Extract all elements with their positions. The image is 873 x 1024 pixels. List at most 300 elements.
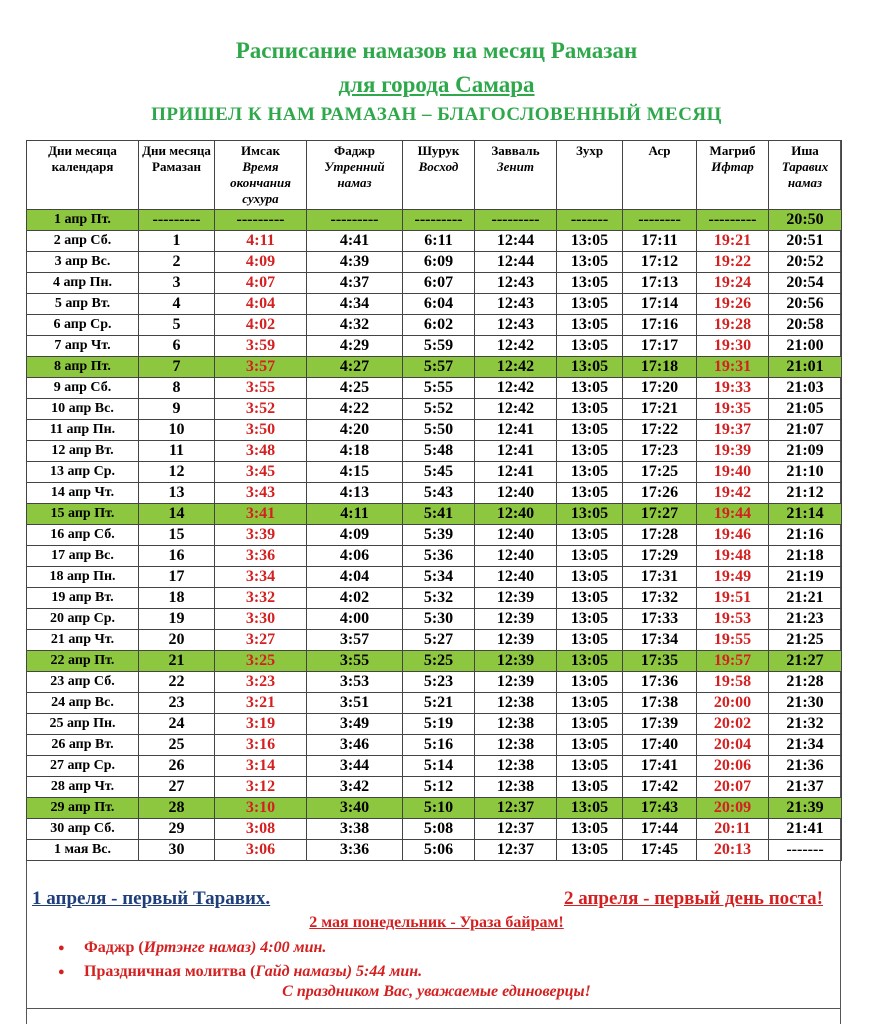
table-row xyxy=(27,399,842,420)
cell-day: 9 xyxy=(139,399,215,420)
cell-zuhr: 13:05 xyxy=(557,630,623,651)
cell-zawwal: 12:42 xyxy=(475,378,557,399)
cell-isha: 21:14 xyxy=(769,504,842,525)
table-row xyxy=(27,462,842,483)
col-zawwal: Завваль Зенит xyxy=(475,141,557,210)
cell-fajr: 3:46 xyxy=(307,735,403,756)
cell-isha: 20:54 xyxy=(769,273,842,294)
cell-fajr: 4:22 xyxy=(307,399,403,420)
cell-imsak: 3:14 xyxy=(215,756,307,777)
cell-date: 10 апр Вс. xyxy=(27,399,139,420)
cell-fajr: 4:27 xyxy=(307,357,403,378)
cell-fajr: 4:37 xyxy=(307,273,403,294)
cell-imsak: 3:45 xyxy=(215,462,307,483)
table-row xyxy=(27,210,842,231)
table-row xyxy=(27,420,842,441)
table-row xyxy=(27,273,842,294)
col-imsak: Имсак Время окончания сухура xyxy=(215,141,307,210)
cell-zawwal: 12:43 xyxy=(475,273,557,294)
cell-day: 22 xyxy=(139,672,215,693)
cell-day: 29 xyxy=(139,819,215,840)
cell-date: 8 апр Пт. xyxy=(27,357,139,378)
cell-day: 11 xyxy=(139,441,215,462)
table-row xyxy=(27,546,842,567)
cell-maghrib: 19:39 xyxy=(697,441,769,462)
table-row xyxy=(27,483,842,504)
cell-maghrib: 19:58 xyxy=(697,672,769,693)
cell-fajr: 4:39 xyxy=(307,252,403,273)
cell-zawwal: 12:42 xyxy=(475,336,557,357)
cell-zawwal: 12:41 xyxy=(475,420,557,441)
cell-shuruk: 6:11 xyxy=(403,231,475,252)
cell-imsak: 3:57 xyxy=(215,357,307,378)
cell-date: 14 апр Чт. xyxy=(27,483,139,504)
cell-day: 12 xyxy=(139,462,215,483)
cell-date: 23 апр Сб. xyxy=(27,672,139,693)
cell-fajr: 3:42 xyxy=(307,777,403,798)
cell-imsak: 3:52 xyxy=(215,399,307,420)
cell-asr: 17:11 xyxy=(623,231,697,252)
table-header-row xyxy=(27,141,842,210)
cell-zuhr: 13:05 xyxy=(557,819,623,840)
cell-maghrib: 19:22 xyxy=(697,252,769,273)
cell-asr: 17:13 xyxy=(623,273,697,294)
cell-shuruk: 5:59 xyxy=(403,336,475,357)
cell-maghrib: 19:35 xyxy=(697,399,769,420)
cell-asr: 17:20 xyxy=(623,378,697,399)
cell-imsak: 3:10 xyxy=(215,798,307,819)
ramadan-banner: ПРИШЕЛ К НАМ РАМАЗАН – БЛАГОСЛОВЕННЫЙ МЕСЯЦ xyxy=(151,104,722,125)
cell-maghrib: 20:09 xyxy=(697,798,769,819)
cell-date: 26 апр Вт. xyxy=(27,735,139,756)
cell-day: 13 xyxy=(139,483,215,504)
cell-isha: 21:12 xyxy=(769,483,842,504)
cell-maghrib: 19:24 xyxy=(697,273,769,294)
cell-isha: 21:39 xyxy=(769,798,842,819)
city-subtitle: для города Самара xyxy=(338,72,535,97)
cell-fajr: 4:11 xyxy=(307,504,403,525)
table-row xyxy=(27,588,842,609)
cell-maghrib: 20:02 xyxy=(697,714,769,735)
cell-asr: 17:45 xyxy=(623,840,697,861)
cell-isha: 21:32 xyxy=(769,714,842,735)
cell-shuruk: 6:02 xyxy=(403,315,475,336)
cell-day: 4 xyxy=(139,294,215,315)
cell-maghrib: 19:51 xyxy=(697,588,769,609)
cell-day: 16 xyxy=(139,546,215,567)
list-item: ● Фаджр (Иртэнге намаз) 4:00 мин. xyxy=(58,936,422,960)
cell-maghrib: 19:53 xyxy=(697,609,769,630)
cell-shuruk: 5:39 xyxy=(403,525,475,546)
table-row xyxy=(27,798,842,819)
cell-imsak: 3:06 xyxy=(215,840,307,861)
cell-fajr: 4:25 xyxy=(307,378,403,399)
cell-zawwal: 12:40 xyxy=(475,504,557,525)
cell-zawwal: 12:39 xyxy=(475,609,557,630)
table-row xyxy=(27,735,842,756)
cell-asr: 17:34 xyxy=(623,630,697,651)
cell-zawwal: 12:37 xyxy=(475,819,557,840)
table-row xyxy=(27,840,842,861)
eid-prayer-list xyxy=(58,936,422,984)
cell-shuruk: 5:36 xyxy=(403,546,475,567)
cell-zawwal: 12:39 xyxy=(475,672,557,693)
cell-asr: 17:43 xyxy=(623,798,697,819)
cell-asr: 17:17 xyxy=(623,336,697,357)
cell-zuhr: 13:05 xyxy=(557,651,623,672)
cell-zawwal: 12:39 xyxy=(475,588,557,609)
col-calendar-day: Дни месяца календаря xyxy=(27,141,139,210)
cell-imsak: 4:11 xyxy=(215,231,307,252)
table-row xyxy=(27,504,842,525)
cell-zuhr: 13:05 xyxy=(557,525,623,546)
cell-asr: 17:38 xyxy=(623,693,697,714)
cell-fajr: 4:02 xyxy=(307,588,403,609)
cell-date: 13 апр Ср. xyxy=(27,462,139,483)
cell-shuruk: 6:09 xyxy=(403,252,475,273)
cell-imsak: 3:32 xyxy=(215,588,307,609)
cell-isha: 21:03 xyxy=(769,378,842,399)
page-title: Расписание намазов на месяц Рамазан xyxy=(235,38,638,63)
cell-imsak: 3:21 xyxy=(215,693,307,714)
cell-imsak: 3:55 xyxy=(215,378,307,399)
table-row xyxy=(27,714,842,735)
cell-zuhr: 13:05 xyxy=(557,735,623,756)
cell-maghrib: 19:33 xyxy=(697,378,769,399)
cell-zawwal: 12:44 xyxy=(475,252,557,273)
cell-fajr: 4:13 xyxy=(307,483,403,504)
cell-date: 1 апр Пт. xyxy=(27,210,139,231)
cell-zawwal: 12:44 xyxy=(475,231,557,252)
cell-maghrib: 20:13 xyxy=(697,840,769,861)
cell-zawwal: 12:38 xyxy=(475,735,557,756)
cell-isha: 21:25 xyxy=(769,630,842,651)
cell-shuruk: 5:48 xyxy=(403,441,475,462)
cell-imsak: 3:59 xyxy=(215,336,307,357)
cell-zuhr: 13:05 xyxy=(557,378,623,399)
cell-maghrib: 19:31 xyxy=(697,357,769,378)
cell-imsak: 3:43 xyxy=(215,483,307,504)
cell-date: 28 апр Чт. xyxy=(27,777,139,798)
cell-isha: 21:07 xyxy=(769,420,842,441)
cell-day: 10 xyxy=(139,420,215,441)
cell-isha: 20:52 xyxy=(769,252,842,273)
cell-asr: 17:40 xyxy=(623,735,697,756)
cell-maghrib: 19:55 xyxy=(697,630,769,651)
cell-maghrib: 20:00 xyxy=(697,693,769,714)
table-row xyxy=(27,525,842,546)
schedule-body xyxy=(27,210,842,861)
cell-zawwal: 12:43 xyxy=(475,315,557,336)
cell-zuhr: 13:05 xyxy=(557,441,623,462)
cell-shuruk: 5:30 xyxy=(403,609,475,630)
table-row xyxy=(27,315,842,336)
col-maghrib: Магриб Ифтар xyxy=(697,141,769,210)
table-row xyxy=(27,609,842,630)
cell-imsak: 3:25 xyxy=(215,651,307,672)
list-item: ● Праздничная молитва (Гайд намазы) 5:44 мин. xyxy=(58,960,422,984)
eid-note: 2 мая понедельник - Ураза байрам! xyxy=(309,914,564,931)
cell-shuruk: 6:04 xyxy=(403,294,475,315)
cell-maghrib: 19:26 xyxy=(697,294,769,315)
cell-date: 3 апр Вс. xyxy=(27,252,139,273)
cell-maghrib: 20:07 xyxy=(697,777,769,798)
cell-maghrib: 19:37 xyxy=(697,420,769,441)
cell-asr: 17:29 xyxy=(623,546,697,567)
cell-zuhr: 13:05 xyxy=(557,252,623,273)
cell-maghrib: --------- xyxy=(697,210,769,231)
cell-date: 21 апр Чт. xyxy=(27,630,139,651)
cell-maghrib: 19:57 xyxy=(697,651,769,672)
cell-zawwal: 12:40 xyxy=(475,483,557,504)
cell-imsak: 4:02 xyxy=(215,315,307,336)
cell-date: 16 апр Сб. xyxy=(27,525,139,546)
first-fast-note: 2 апреля - первый день поста! xyxy=(563,888,823,909)
cell-zuhr: 13:05 xyxy=(557,273,623,294)
cell-day: 8 xyxy=(139,378,215,399)
cell-zawwal: --------- xyxy=(475,210,557,231)
cell-isha: 21:28 xyxy=(769,672,842,693)
cell-shuruk: 5:08 xyxy=(403,819,475,840)
cell-date: 6 апр Ср. xyxy=(27,315,139,336)
cell-date: 1 мая Вс. xyxy=(27,840,139,861)
cell-zuhr: 13:05 xyxy=(557,357,623,378)
greeting: С праздником Вас, уважаемые единоверцы! xyxy=(282,983,591,1000)
cell-asr: 17:28 xyxy=(623,525,697,546)
cell-day: 30 xyxy=(139,840,215,861)
cell-zuhr: 13:05 xyxy=(557,315,623,336)
cell-asr: 17:21 xyxy=(623,399,697,420)
cell-imsak: 3:12 xyxy=(215,777,307,798)
cell-isha: 21:41 xyxy=(769,819,842,840)
cell-shuruk: 5:32 xyxy=(403,588,475,609)
cell-imsak: 4:07 xyxy=(215,273,307,294)
col-fajr: Фаджр Утренний намаз xyxy=(307,141,403,210)
cell-shuruk: 5:16 xyxy=(403,735,475,756)
cell-isha: 21:01 xyxy=(769,357,842,378)
table-row xyxy=(27,357,842,378)
cell-imsak: 3:39 xyxy=(215,525,307,546)
cell-shuruk: 5:06 xyxy=(403,840,475,861)
cell-zawwal: 12:39 xyxy=(475,630,557,651)
cell-day: 20 xyxy=(139,630,215,651)
cell-zuhr: 13:05 xyxy=(557,294,623,315)
cell-fajr: 4:00 xyxy=(307,609,403,630)
cell-isha: ------- xyxy=(769,840,842,861)
cell-maghrib: 19:30 xyxy=(697,336,769,357)
cell-day: 19 xyxy=(139,609,215,630)
cell-date: 25 апр Пн. xyxy=(27,714,139,735)
cell-shuruk: 5:41 xyxy=(403,504,475,525)
cell-fajr: 4:06 xyxy=(307,546,403,567)
cell-zuhr: 13:05 xyxy=(557,798,623,819)
cell-zuhr: ------- xyxy=(557,210,623,231)
cell-asr: 17:12 xyxy=(623,252,697,273)
cell-shuruk: 5:57 xyxy=(403,357,475,378)
cell-shuruk: 5:43 xyxy=(403,483,475,504)
cell-zawwal: 12:41 xyxy=(475,462,557,483)
cell-zuhr: 13:05 xyxy=(557,840,623,861)
cell-shuruk: 5:14 xyxy=(403,756,475,777)
table-row xyxy=(27,378,842,399)
cell-asr: 17:26 xyxy=(623,483,697,504)
cell-maghrib: 19:49 xyxy=(697,567,769,588)
cell-fajr: 3:55 xyxy=(307,651,403,672)
cell-shuruk: --------- xyxy=(403,210,475,231)
cell-asr: 17:14 xyxy=(623,294,697,315)
cell-date: 22 апр Пт. xyxy=(27,651,139,672)
cell-date: 9 апр Сб. xyxy=(27,378,139,399)
cell-fajr: 3:51 xyxy=(307,693,403,714)
cell-shuruk: 5:10 xyxy=(403,798,475,819)
cell-maghrib: 19:21 xyxy=(697,231,769,252)
cell-date: 20 апр Ср. xyxy=(27,609,139,630)
cell-asr: 17:31 xyxy=(623,567,697,588)
cell-asr: 17:33 xyxy=(623,609,697,630)
cell-date: 4 апр Пн. xyxy=(27,273,139,294)
cell-asr: 17:18 xyxy=(623,357,697,378)
cell-imsak: 3:30 xyxy=(215,609,307,630)
cell-fajr: 3:49 xyxy=(307,714,403,735)
cell-day: 23 xyxy=(139,693,215,714)
cell-isha: 21:37 xyxy=(769,777,842,798)
cell-fajr: 3:53 xyxy=(307,672,403,693)
cell-maghrib: 20:06 xyxy=(697,756,769,777)
cell-zuhr: 13:05 xyxy=(557,504,623,525)
cell-zuhr: 13:05 xyxy=(557,693,623,714)
table-row xyxy=(27,651,842,672)
cell-zawwal: 12:38 xyxy=(475,714,557,735)
cell-day: 6 xyxy=(139,336,215,357)
cell-date: 7 апр Чт. xyxy=(27,336,139,357)
table-row xyxy=(27,252,842,273)
cell-imsak: 3:50 xyxy=(215,420,307,441)
cell-isha: 21:00 xyxy=(769,336,842,357)
cell-imsak: 3:34 xyxy=(215,567,307,588)
cell-zuhr: 13:05 xyxy=(557,462,623,483)
cell-zawwal: 12:43 xyxy=(475,294,557,315)
table-row xyxy=(27,693,842,714)
cell-isha: 21:10 xyxy=(769,462,842,483)
cell-asr: 17:32 xyxy=(623,588,697,609)
col-zuhr: Зухр xyxy=(557,141,623,210)
cell-imsak: 3:41 xyxy=(215,504,307,525)
cell-date: 5 апр Вт. xyxy=(27,294,139,315)
cell-day: 1 xyxy=(139,231,215,252)
cell-zuhr: 13:05 xyxy=(557,567,623,588)
cell-asr: 17:44 xyxy=(623,819,697,840)
cell-shuruk: 5:55 xyxy=(403,378,475,399)
cell-imsak: 3:27 xyxy=(215,630,307,651)
cell-maghrib: 20:11 xyxy=(697,819,769,840)
cell-imsak: 3:16 xyxy=(215,735,307,756)
cell-maghrib: 19:42 xyxy=(697,483,769,504)
cell-asr: 17:25 xyxy=(623,462,697,483)
cell-shuruk: 6:07 xyxy=(403,273,475,294)
cell-isha: 21:36 xyxy=(769,756,842,777)
cell-isha: 21:16 xyxy=(769,525,842,546)
cell-maghrib: 19:44 xyxy=(697,504,769,525)
cell-zawwal: 12:42 xyxy=(475,357,557,378)
cell-fajr: 4:32 xyxy=(307,315,403,336)
cell-day: 26 xyxy=(139,756,215,777)
cell-isha: 20:51 xyxy=(769,231,842,252)
cell-zawwal: 12:37 xyxy=(475,840,557,861)
cell-imsak: 3:23 xyxy=(215,672,307,693)
cell-fajr: 4:04 xyxy=(307,567,403,588)
cell-shuruk: 5:27 xyxy=(403,630,475,651)
cell-fajr: 4:18 xyxy=(307,441,403,462)
cell-zuhr: 13:05 xyxy=(557,420,623,441)
cell-zawwal: 12:40 xyxy=(475,567,557,588)
cell-isha: 21:05 xyxy=(769,399,842,420)
cell-isha: 21:27 xyxy=(769,651,842,672)
cell-fajr: 4:29 xyxy=(307,336,403,357)
cell-isha: 21:09 xyxy=(769,441,842,462)
cell-isha: 21:19 xyxy=(769,567,842,588)
cell-isha: 21:18 xyxy=(769,546,842,567)
cell-shuruk: 5:12 xyxy=(403,777,475,798)
cell-date: 19 апр Вт. xyxy=(27,588,139,609)
cell-fajr: 4:34 xyxy=(307,294,403,315)
cell-day: 7 xyxy=(139,357,215,378)
table-row xyxy=(27,819,842,840)
cell-day: 2 xyxy=(139,252,215,273)
cell-date: 29 апр Пт. xyxy=(27,798,139,819)
cell-zawwal: 12:42 xyxy=(475,399,557,420)
divider xyxy=(26,1008,841,1009)
cell-zuhr: 13:05 xyxy=(557,588,623,609)
cell-fajr: 3:40 xyxy=(307,798,403,819)
cell-isha: 20:56 xyxy=(769,294,842,315)
cell-day: 17 xyxy=(139,567,215,588)
cell-day: 21 xyxy=(139,651,215,672)
cell-asr: 17:39 xyxy=(623,714,697,735)
cell-day: 24 xyxy=(139,714,215,735)
table-row xyxy=(27,567,842,588)
col-asr: Аср xyxy=(623,141,697,210)
cell-imsak: 3:08 xyxy=(215,819,307,840)
cell-zuhr: 13:05 xyxy=(557,546,623,567)
cell-fajr: 3:57 xyxy=(307,630,403,651)
cell-date: 18 апр Пн. xyxy=(27,567,139,588)
cell-day: 14 xyxy=(139,504,215,525)
cell-asr: 17:22 xyxy=(623,420,697,441)
cell-zawwal: 12:39 xyxy=(475,651,557,672)
cell-day: 5 xyxy=(139,315,215,336)
cell-zuhr: 13:05 xyxy=(557,777,623,798)
cell-imsak: 4:04 xyxy=(215,294,307,315)
cell-zuhr: 13:05 xyxy=(557,609,623,630)
cell-day: 25 xyxy=(139,735,215,756)
cell-asr: 17:23 xyxy=(623,441,697,462)
cell-asr: 17:35 xyxy=(623,651,697,672)
cell-isha: 20:58 xyxy=(769,315,842,336)
cell-imsak: 4:09 xyxy=(215,252,307,273)
cell-date: 30 апр Сб. xyxy=(27,819,139,840)
cell-fajr: 3:38 xyxy=(307,819,403,840)
cell-date: 17 апр Вс. xyxy=(27,546,139,567)
cell-zuhr: 13:05 xyxy=(557,483,623,504)
cell-asr: 17:16 xyxy=(623,315,697,336)
cell-day: 18 xyxy=(139,588,215,609)
table-row xyxy=(27,630,842,651)
cell-asr: 17:42 xyxy=(623,777,697,798)
cell-shuruk: 5:23 xyxy=(403,672,475,693)
cell-maghrib: 19:40 xyxy=(697,462,769,483)
cell-day: 15 xyxy=(139,525,215,546)
col-shuruk: Шурук Восход xyxy=(403,141,475,210)
